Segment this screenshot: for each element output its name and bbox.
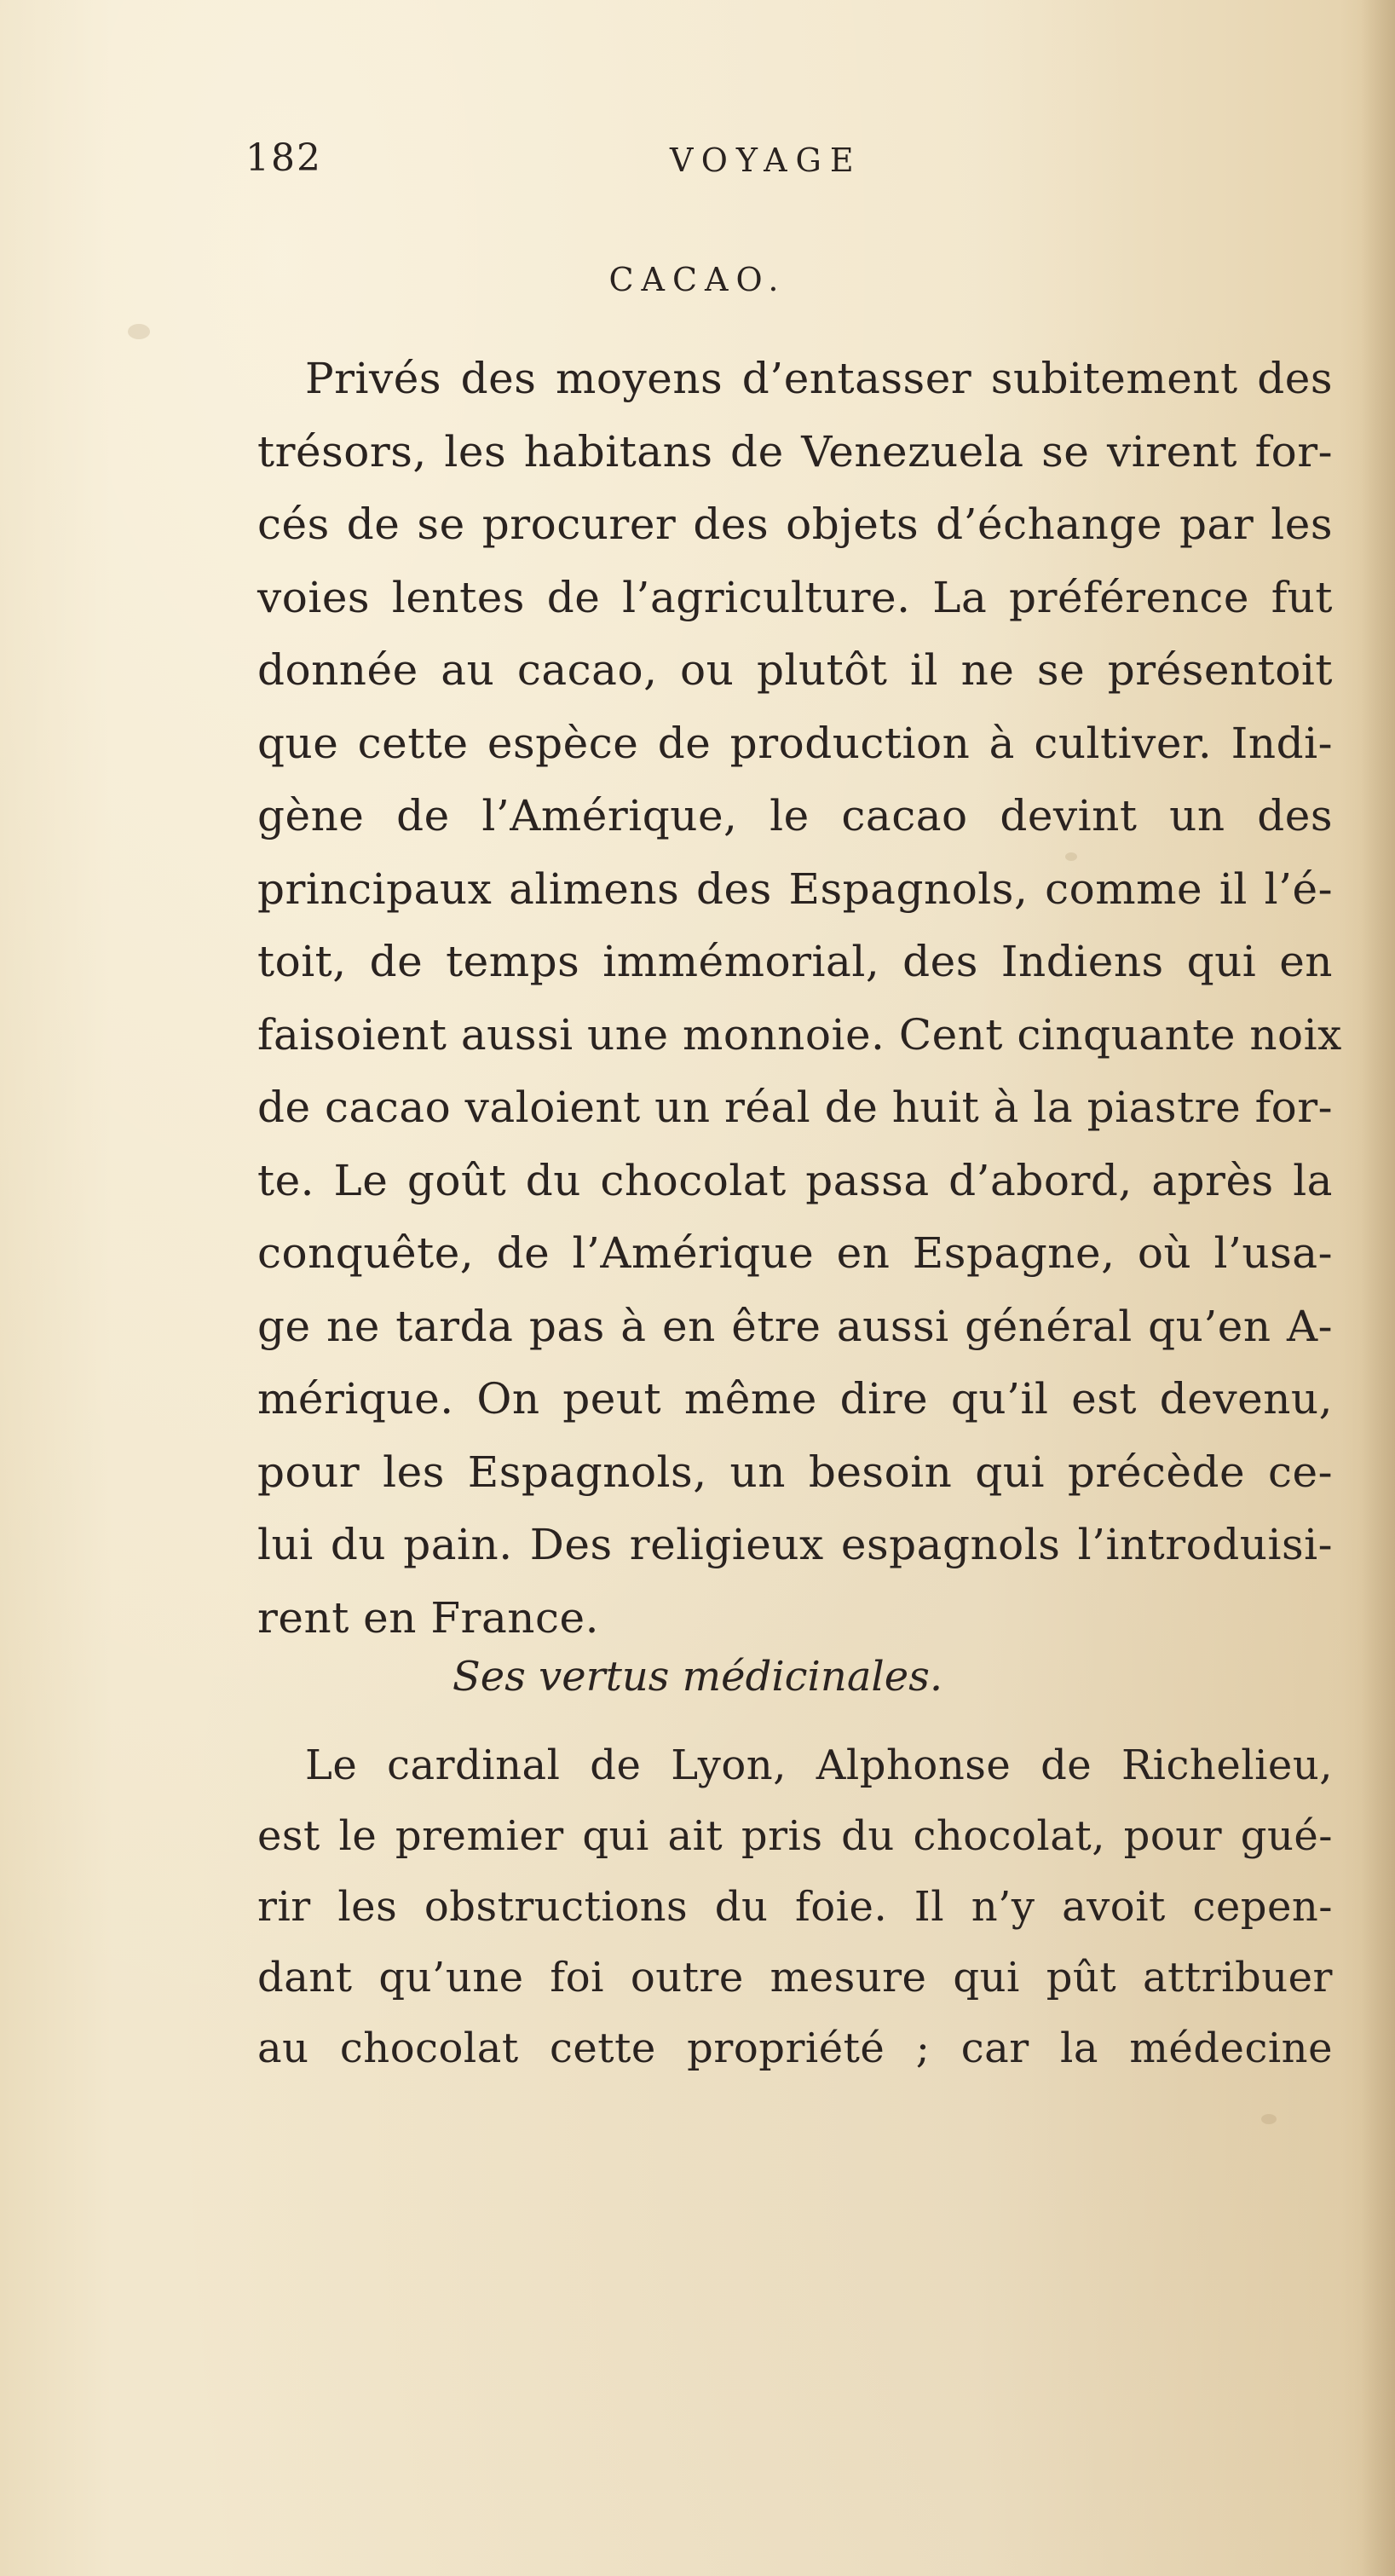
text-line: voies lentes de l’agriculture. La préférence fut	[257, 572, 1333, 622]
page-number: 182	[245, 136, 322, 180]
text-line: au chocolat cette propriété ; car la médecine	[257, 2024, 1333, 2072]
foxing-spot	[1261, 2114, 1277, 2124]
text-line: principaux alimens des Espagnols, comme il l’é-	[257, 863, 1333, 914]
text-line: Privés des moyens d’entasser subitement des	[305, 354, 1333, 403]
text-line: ge ne tarda pas à en être aussi général qu’en A-	[257, 1301, 1333, 1351]
text-line: mérique. On peut même dire qu’il est devenu,	[257, 1374, 1333, 1424]
running-head: VOYAGE	[670, 142, 862, 179]
paragraph-2	[257, 1730, 1333, 2084]
page-edge-shadow	[1361, 0, 1395, 2576]
paragraph-1	[257, 343, 1342, 1655]
text-line: donnée au cacao, ou plutôt il ne se présentoit	[257, 645, 1333, 695]
text-line: pour les Espagnols, un besoin qui précède ce-	[257, 1447, 1333, 1497]
text-line: que cette espèce de production à cultiver. Indi-	[257, 718, 1333, 768]
text-line: rent en France.	[257, 1592, 599, 1643]
section-title: CACAO.	[608, 261, 787, 298]
text-line: gène de l’Amérique, le cacao devint un des	[257, 791, 1333, 840]
foxing-spot	[128, 324, 150, 339]
text-line: conquête, de l’Amérique en Espagne, où l’usa-	[257, 1228, 1333, 1278]
text-line: Le cardinal de Lyon, Alphonse de Richelieu,	[305, 1741, 1333, 1789]
text-line: est le premier qui ait pris du chocolat, pour gué-	[257, 1812, 1333, 1860]
text-line: dant qu’une foi outre mesure qui pût attribuer	[257, 1954, 1333, 2001]
subheading: Ses vertus médicinales.	[452, 1653, 943, 1701]
text-line: de cacao valoient un réal de huit à la piastre for-	[257, 1083, 1333, 1132]
text-line: te. Le goût du chocolat passa d’abord, après la	[257, 1155, 1333, 1205]
text-line: faisoient aussi une monnoie. Cent cinquante noix	[257, 1009, 1342, 1060]
text-line: trésors, les habitans de Venezuela se virent for-	[257, 426, 1333, 477]
text-line: lui du pain. Des religieux espagnols l’introduisi-	[257, 1520, 1333, 1569]
page-header	[245, 136, 1345, 188]
text-line: toit, de temps immémorial, des Indiens qui en	[257, 937, 1333, 986]
text-line: cés de se procurer des objets d’échange par les	[257, 500, 1333, 549]
text-line: rir les obstructions du foie. Il n’y avoit cepen-	[257, 1883, 1333, 1931]
